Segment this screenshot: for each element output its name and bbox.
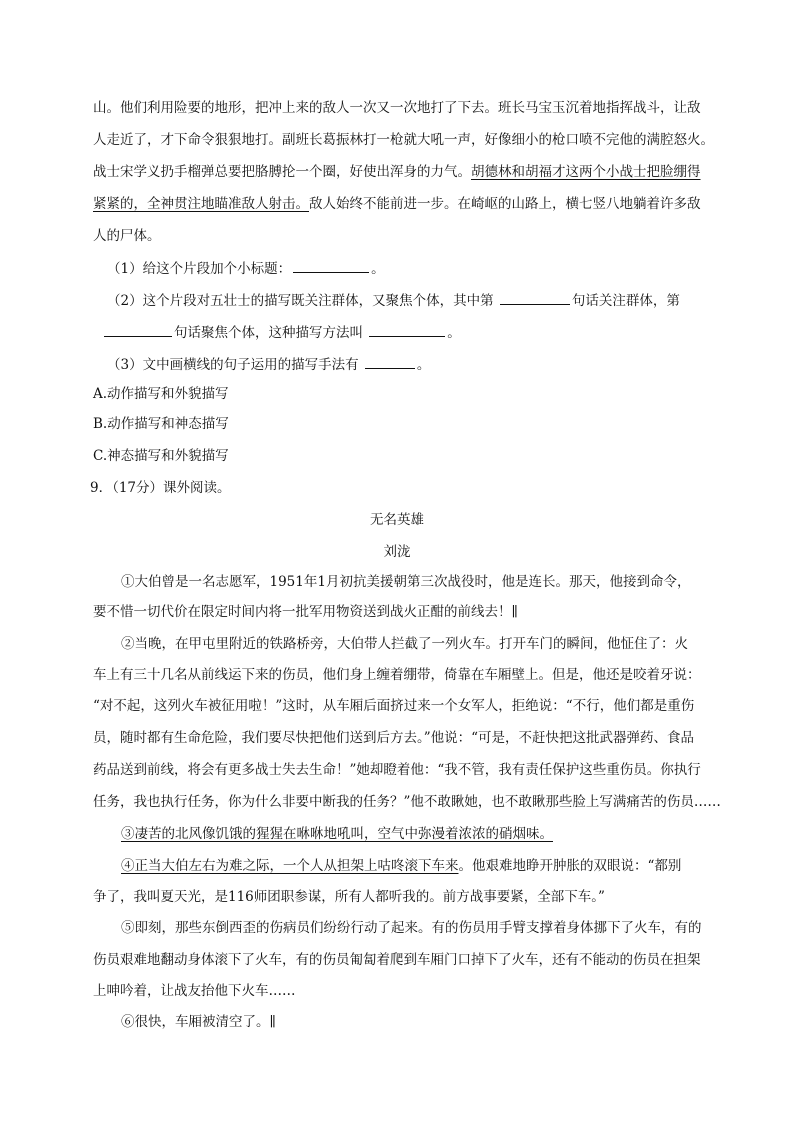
paragraph-5: 上呻吟着，让战友抬他下火车…… bbox=[93, 983, 296, 999]
paragraph-5: ⑤即刻，那些东倒西歪的伤病员们纷纷行动了起来。有的伤员用手臂支撑着身体挪下了火车，有的 bbox=[121, 920, 702, 936]
paragraph-2: 药品送到前线，将会有更多战士失去生命！”她却瞪着他：“我不管，我有责任保护这些重伤员。你执行 bbox=[93, 762, 701, 778]
answer-blank[interactable] bbox=[500, 290, 570, 305]
option-c[interactable]: C.神态描写和外貌描写 bbox=[93, 448, 229, 464]
paragraph-2: 任务，我也执行任务，你为什么非要中断我的任务？”他不敢瞅她，也不敢瞅那些脸上写满痛苦的伤员…… bbox=[93, 794, 721, 810]
passage-line: 战士宋学义扔手榴弹总要把胳膊抡一个圈，好使出浑身的力气。胡德林和胡福才这两个小战士把脸绷得 bbox=[93, 164, 701, 180]
question-9-heading: 9．（17分）课外阅读。 bbox=[90, 480, 231, 496]
paragraph-4: 争了，我叫夏天光，是116师团职参谋，所有人都听我的。前方战事要紧，全部下车。” bbox=[93, 889, 605, 905]
underlined-sentence: ③凄苦的北风像饥饿的猩猩在咻咻地吼叫，空气中弥漫着浓浓的硝烟味。 bbox=[121, 826, 553, 842]
question-3: （3）文中画横线的句子运用的描写手法有 。 bbox=[107, 354, 430, 375]
paragraph-2: 车上有三十几名从前线运下来的伤员，他们身上缠着绷带，倚靠在车厢壁上。但是，他还是咬着牙说： bbox=[93, 667, 701, 683]
option-a[interactable]: A.动作描写和外貌描写 bbox=[93, 386, 229, 402]
answer-blank[interactable] bbox=[293, 258, 369, 273]
passage-line: 人的尸体。 bbox=[93, 228, 161, 244]
paragraph-2: “对不起，这列火车被征用啦！”这时，从车厢后面挤过来一个女军人，拒绝说：“不行，他们都是重伤 bbox=[93, 698, 695, 714]
paragraph-1: 要不惜一切代价在限定时间内将一批军用物资送到战火正酣的前线去！∥ bbox=[93, 604, 518, 620]
passage-line: 人走近了，才下命令狠狠地打。副班长葛振林打一枪就大吼一声，好像细小的枪口喷不完他的满腔怒火。 bbox=[93, 132, 714, 148]
paragraph-6: ⑥很快，车厢被清空了。∥ bbox=[121, 1014, 276, 1030]
article-title: 无名英雄 bbox=[370, 512, 424, 528]
paragraph-3 bbox=[121, 824, 553, 844]
paragraph-2: ②当晚，在甲屯里附近的铁路桥旁，大伯带人拦截了一列火车。打开车门的瞬间，他怔住了：火 bbox=[121, 636, 688, 652]
underlined-sentence: 胡德林和胡福才这两个小战士把脸绷得 bbox=[471, 164, 701, 180]
article-author: 刘泷 bbox=[383, 544, 411, 560]
passage-line: 紧紧的，全神贯注地瞄准敌人射击。敌人始终不能前进一步。在崎岖的山路上，横七竖八地躺着许多敌 bbox=[93, 196, 701, 212]
option-b[interactable]: B.动作描写和神态描写 bbox=[93, 416, 229, 432]
answer-blank[interactable] bbox=[365, 354, 415, 369]
paragraph-1: ①大伯曾是一名志愿军，1951年1月初抗美援朝第三次战役时，他是连长。那天，他接到命令， bbox=[121, 574, 691, 590]
paragraph-4: ④正当大伯左右为难之际，一个人从担架上咕咚滚下车来。他艰难地睁开肿胀的双眼说：“都别 bbox=[121, 858, 682, 874]
underlined-sentence: 紧紧的，全神贯注地瞄准敌人射击。 bbox=[93, 196, 309, 212]
answer-blank[interactable] bbox=[369, 322, 445, 337]
passage-line: 山。他们利用险要的地形，把冲上来的敌人一次又一次地打了下去。班长马宝玉沉着地指挥战斗，让敌 bbox=[93, 100, 701, 116]
question-2: （2）这个片段对五壮士的描写既关注群体，又聚焦个体，其中第 句话关注群体，第 bbox=[107, 290, 680, 311]
paragraph-5: 伤员艰难地翻动身体滚下了火车，有的伤员匍匐着爬到车厢门口掉下了火车，还有不能动的伤员在担架 bbox=[93, 952, 701, 968]
answer-blank[interactable] bbox=[104, 322, 172, 337]
question-2-cont: 句话聚焦个体，这种描写方法叫 。 bbox=[102, 322, 461, 343]
paragraph-2: 员，随时都有生命危险，我们要尽快把他们送到后方去。”他说：“可是，不赶快把这批武器弹药、食品 bbox=[93, 730, 695, 746]
question-1: （1）给这个片段加个小标题： 。 bbox=[107, 258, 385, 279]
underlined-sentence: ④正当大伯左右为难之际，一个人从担架上咕咚滚下车来 bbox=[121, 858, 459, 874]
